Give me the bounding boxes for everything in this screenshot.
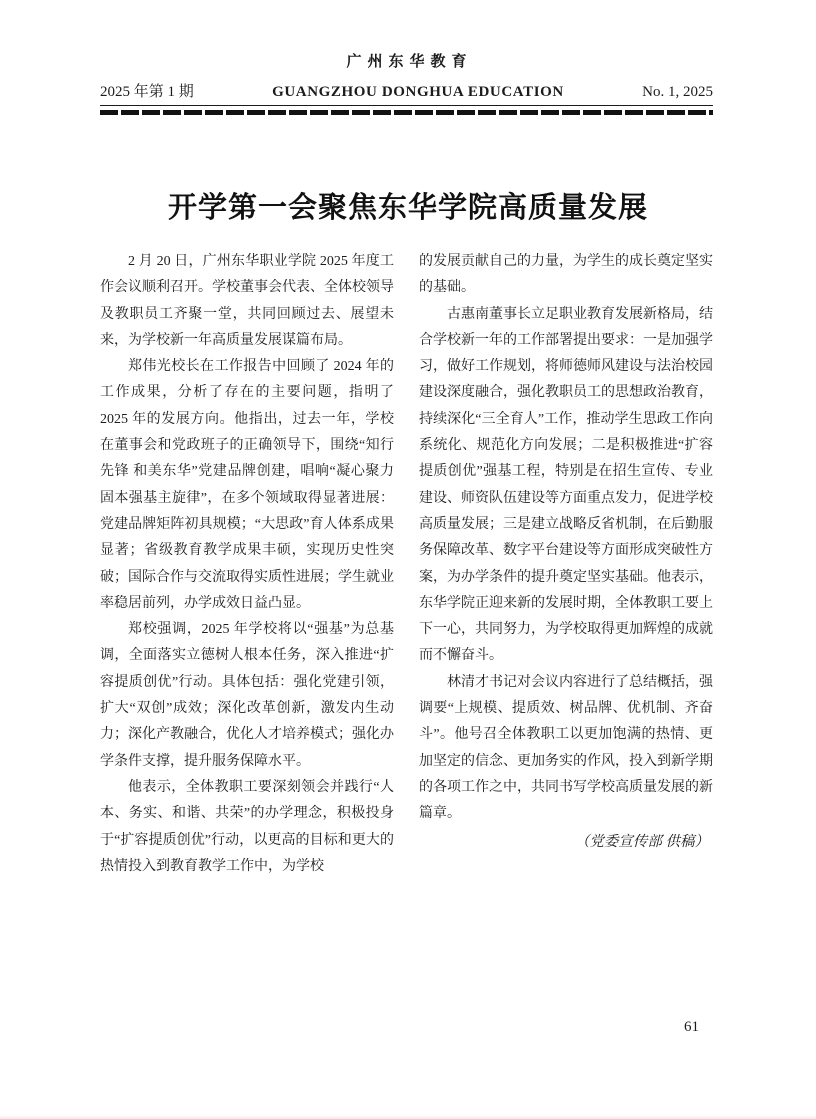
page-number: 61 (684, 1019, 699, 1035)
paragraph: 他表示，全体教职工要深刻领会并践行“人本、务实、和谐、共荣”的办学理念，积极投身于“扩容提质创优”行动，以更高的目标和更大的热情投入到教育教学工作中，为学校 (100, 779, 394, 874)
byline: （党委宣传部 供稿） (574, 833, 709, 850)
issue-number-en: No. 1, 2025 (642, 84, 713, 100)
body-column-left (100, 249, 394, 880)
scan-edge-artifact (0, 1115, 816, 1119)
article-body (100, 249, 713, 880)
journal-title-cn: 广州东华教育 (346, 54, 473, 70)
header-rule-dashed (100, 110, 713, 115)
paragraph: 郑伟光校长在工作报告中回顾了 2024 年的工作成果，分析了存在的主要问题，指明了 2025 年的发展方向。他指出，过去一年，学校在董事会和党政班子的正确领导下，围绕“知行先锋 和美东华”党建品牌创建，唱响“凝心聚力固本强基主旋律”，在多个领域取得显著进展：党建品牌矩阵初具规模；“大思政”育人体系成果显著；省级教育教学成果丰硕，实现历史性突破；国际合作与交流取得实质性进展；学生就业率稳居前列，办学成效日益凸显。 (100, 359, 394, 611)
paragraph: 的发展贡献自己的力量，为学生的成长奠定坚实的基础。 (419, 254, 713, 296)
issue-number-cn: 2025 年第 1 期 (100, 84, 194, 100)
paragraph: 古惠南董事长立足职业教育发展新格局，结合学校新一年的工作部署提出要求：一是加强学习，做好工作规划，将师德师风建设与法治校园建设深度融合，强化教职员工的思想政治教育，持续深化“三全育人”工作，推动学生思政工作向系统化、规范化方向发展；二是积极推进“扩容提质创优”强基工程，特别是在招生宣传、专业建设、师资队伍建设等方面重点发力，促进学校高质量发展；三是建立战略反省机制，在后勤服务保障改革、数字平台建设等方面形成突破性方案，为办学条件的提升奠定坚实基础。他表示，东华学院正迎来新的发展时期，全体教职工要上下一心，共同努力，为学校取得更加辉煌的成就而不懈奋斗。 (419, 306, 713, 664)
paragraph: 郑校强调，2025 年学校将以“强基”为总基调，全面落实立德树人根本任务，深入推进“扩容提质创优”行动。具体包括：强化党建引领，扩大“双创”成效；深化改革创新，激发内生动力；深化产教融合，优化人才培养模式；强化办学条件支撑，提升服务保障水平。 (100, 622, 394, 769)
paragraph: 2 月 20 日，广州东华职业学院 2025 年度工作会议顺利召开。学校董事会代表、全体校领导及教职员工齐聚一堂，共同回顾过去、展望未来，为学校新一年高质量发展谋篇布局。 (100, 254, 394, 348)
page-header (100, 50, 713, 115)
body-column-right (419, 249, 713, 880)
article-title: 开学第一会聚焦东华学院高质量发展 (167, 192, 648, 225)
header-rule-thin (100, 105, 713, 106)
journal-title-en: GUANGZHOU DONGHUA EDUCATION (272, 84, 564, 100)
paragraph: 林清才书记对会议内容进行了总结概括，强调要“上规模、提质效、树品牌、优机制、齐奋斗”。他号召全体教职工以更加饱满的热情、更加坚定的信念、更加务实的作风，投入到新学期的各项工作之中，共同书写学校高质量发展的新篇章。 (419, 674, 713, 822)
header-issue-row (100, 80, 713, 101)
